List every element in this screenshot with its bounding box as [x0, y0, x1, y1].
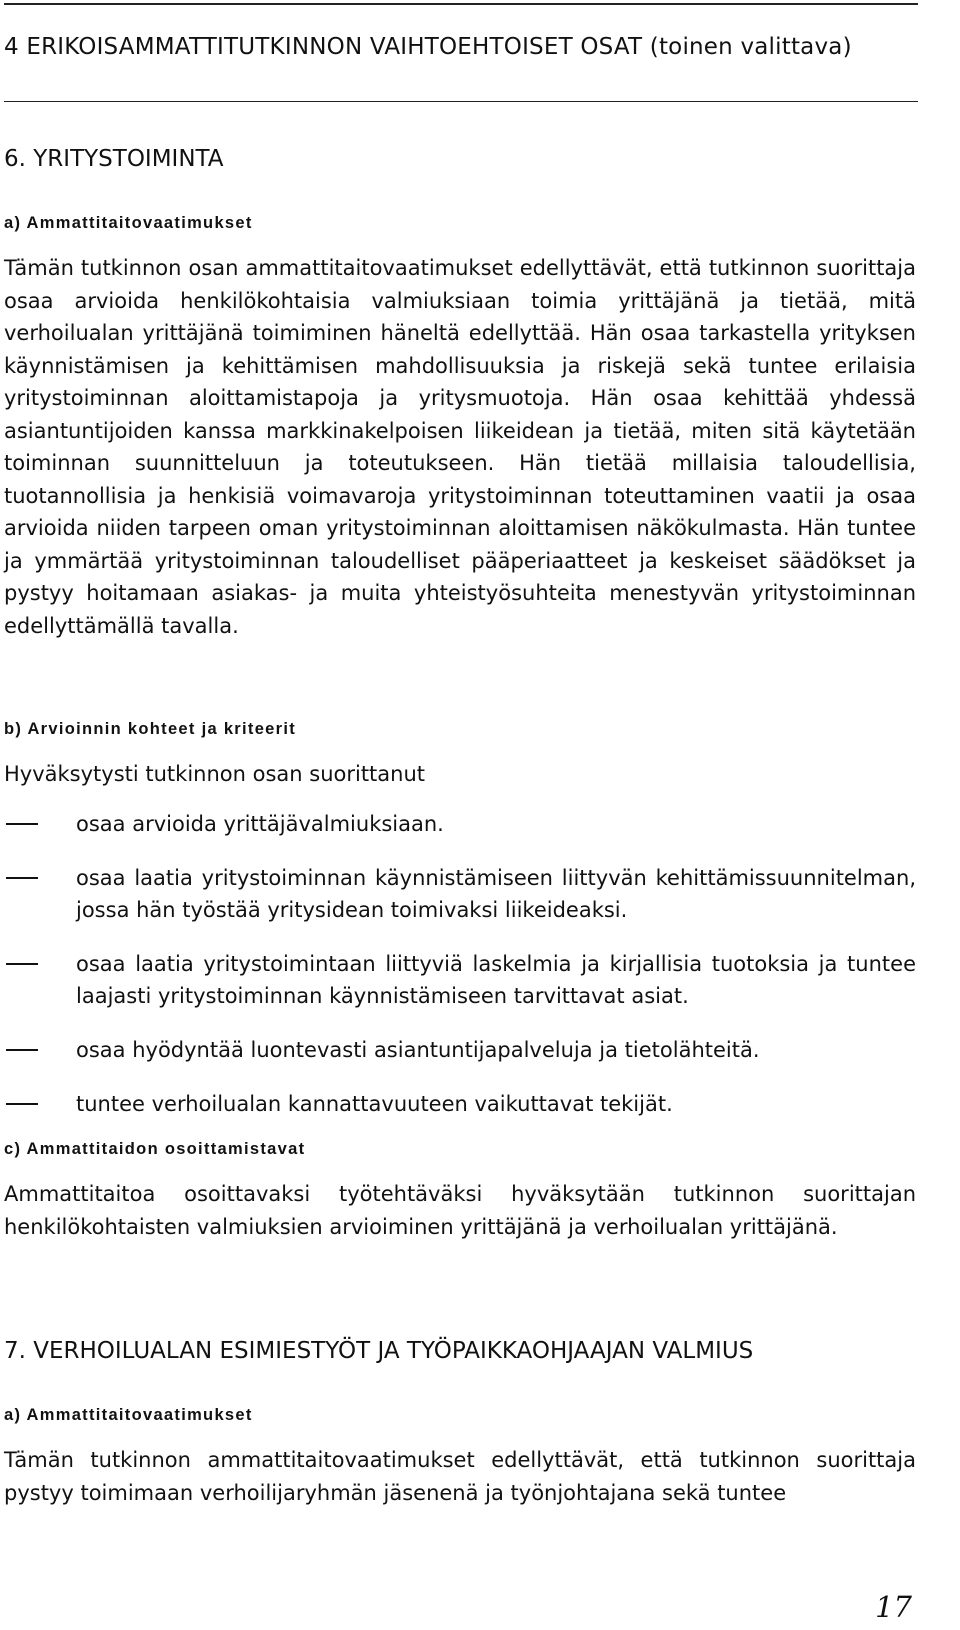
- dash-bullet: [6, 877, 38, 879]
- list-item: [4, 948, 916, 1012]
- section-6-c-text: Ammattitaitoa osoittavaksi työtehtäväksi hyväksytään tutkinnon suorittajan henkilökohtaisten valmiuksien arvioiminen yrittäjänä ja verhoilualan yrittäjänä.: [4, 1182, 916, 1239]
- criteria-text: osaa laatia yritystoiminnan käynnistämiseen liittyvän kehittämissuunnitelman, jossa hän työstää yritysidean toimivaksi liikeideaksi.: [76, 866, 916, 922]
- section-7-title: 7. VERHOILUALAN ESIMIESTYÖT JA TYÖPAIKKAOHJAAJAN VALMIUS: [4, 1338, 754, 1364]
- criteria-text: tuntee verhoilualan kannattavuuteen vaikuttavat tekijät.: [76, 1092, 673, 1116]
- criteria-text: osaa laatia yritystoimintaan liittyviä laskelmia ja kirjallisia tuotoksia ja tuntee laajasti yritystoiminnan käynnistämiseen tarvittavat asiat.: [76, 952, 916, 1008]
- section-6-a-heading: a) Ammattitaitovaatimukset: [4, 214, 253, 232]
- list-item: [4, 862, 916, 926]
- list-item: [4, 1034, 916, 1066]
- criteria-list: [4, 808, 916, 1142]
- dash-bullet: [6, 823, 38, 825]
- top-rule: [4, 3, 918, 5]
- dash-bullet: [6, 1103, 38, 1105]
- criteria-text: osaa arvioida yrittäjävalmiuksiaan.: [76, 812, 444, 836]
- dash-bullet: [6, 1049, 38, 1051]
- chapter-title-rule: [4, 101, 918, 102]
- section-7-a-text: Tämän tutkinnon ammattitaitovaatimukset edellyttävät, että tutkinnon suorittaja pystyy toimimaan verhoilijaryhmän jäsenenä ja työnjohtajana sekä tuntee: [4, 1448, 916, 1505]
- section-6-a-text: Tämän tutkinnon osan ammattitaitovaatimukset edellyttävät, että tutkinnon suorittaja osaa arvioida henkilökohtaisia valmiuksiaan toimia yrittäjänä ja tietää, mitä verhoilualan yrittäjänä toimiminen häneltä edellyttää. Hän osaa tarkastella yrityksen käynnistämisen ja kehittämisen mahdollisuuksia ja riskejä sekä tuntee erilaisia yritystoiminnan aloittamistapoja ja yritysmuotoja. Hän osaa kehittää yhdessä asiantuntijoiden kanssa markkinakelpoisen liikeidean ja tietää, miten sitä käytetään toiminnan suunnitteluun ja toteutukseen. Hän tietää millaisia taloudellisia, tuotannollisia ja henkisiä voimavaroja yritystoiminnan toteuttaminen vaatii ja osaa arvioida niiden tarpeen oman yritystoiminnan aloittamisen näkökulmasta. Hän tuntee ja ymmärtää yritystoiminnan taloudelliset pääperiaatteet ja keskeiset säädökset ja pystyy hoitamaan asiakas- ja muita yhteistyösuhteita menestyvän yritystoiminnan edellyttämällä tavalla.: [4, 256, 916, 638]
- section-6-b-intro: Hyväksytysti tutkinnon osan suorittanut: [4, 762, 426, 786]
- chapter-title: 4 ERIKOISAMMATTITUTKINNON VAIHTOEHTOISET OSAT (toinen valittava): [4, 34, 852, 60]
- section-6-b-heading: b) Arvioinnin kohteet ja kriteerit: [4, 720, 297, 738]
- document-page: [4, 0, 918, 1630]
- section-6-title: 6. YRITYSTOIMINTA: [4, 146, 224, 172]
- list-item: [4, 808, 916, 840]
- section-6-c-heading: c) Ammattitaidon osoittamistavat: [4, 1140, 306, 1158]
- section-7-a-heading: a) Ammattitaitovaatimukset: [4, 1406, 253, 1424]
- page-number: 17: [875, 1590, 912, 1624]
- dash-bullet: [6, 963, 38, 965]
- list-item: [4, 1088, 916, 1120]
- criteria-text: osaa hyödyntää luontevasti asiantuntijapalveluja ja tietolähteitä.: [76, 1038, 760, 1062]
